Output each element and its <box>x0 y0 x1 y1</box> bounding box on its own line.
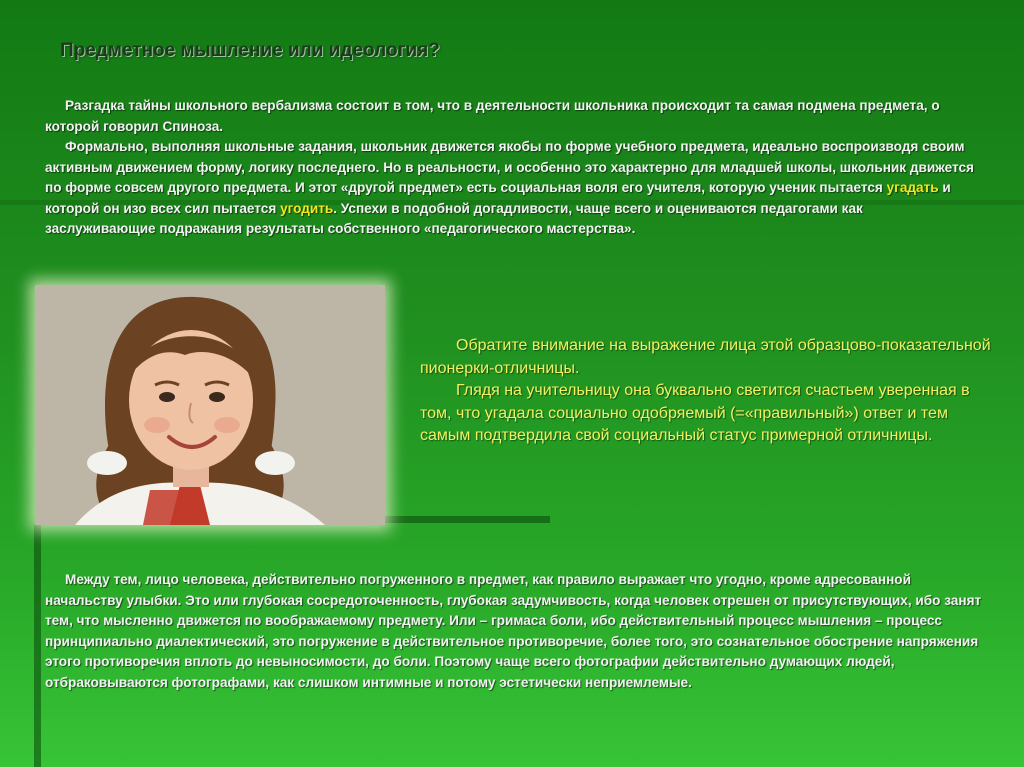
conclusion-paragraph <box>45 570 990 693</box>
conclusion-text: Между тем, лицо человека, действительно погруженного в предмет, как правило выражает что угодно, кроме адресованной начальству улыбки. Это или глубокая сосредоточенность, глубокая задумчивость, когда человек отрешен от присутствующих, ибо занят тем, что мысленно движется по воображаемому предмету. Или – гримаса боли, ибо действительный процесс мышления – процесс принципиально диалектический, это погружение в действительное противоречие, более того, это сознательное обострение напряжения этого противоречия вплоть до невыносимости, до боли. Поэтому чаще всего фотографии действительно думающих людей, отбраковываются фотографами, как слишком интимные и потому эстетически неприемлемые. <box>45 572 982 690</box>
intro-line-1: Разгадка тайны школьного вербализма состоит в том, что в деятельности школьника происходит та самая подмена предмета, о которой говорил Спиноза. <box>45 98 940 134</box>
decor-stripe-mid <box>385 516 550 523</box>
intro-paragraph <box>45 96 975 240</box>
slide-title: Предметное мышление или идеология? <box>60 40 440 61</box>
caption-paragraph-2: Глядя на учительницу она буквально светится счастьем уверенная в том, что угадала социально одобряемый (=«правильный») ответ и тем самым подтвердила свой социальный статус примерной отличницы. <box>420 382 970 444</box>
pioneer-girl-illustration <box>35 285 385 525</box>
intro-text-b: и которой он изо всех сил пытается <box>45 180 951 216</box>
intro-text-a: Формально, выполняя школьные задания, школьник движется якобы по форме учебного предмета, идеально воспроизводя своим активным движением форму, логику последнего. Но в реальности, и особенно это характерно для младшей школы, школьник движется по форме совсем другого предмета. И этот «другой предмет» есть социальная воля его учителя, которую ученик пытается <box>45 139 974 195</box>
photo-caption <box>420 335 1000 448</box>
intro-text-c: . Успехи в подобной догадливости, чаще всего и оцениваются педагогами как заслуживающие подражания результаты собственного «педагогического мастерства». <box>45 200 863 236</box>
decor-stripe-left <box>34 525 41 767</box>
highlight-please: угодить <box>280 200 334 216</box>
intro-line-2 <box>45 137 975 240</box>
highlight-guess: угадать <box>886 180 939 195</box>
pioneer-girl-photo <box>35 285 385 525</box>
caption-paragraph-1: Обратите внимание на выражение лица этой образцово-показательной пионерки-отличницы. <box>420 337 991 377</box>
